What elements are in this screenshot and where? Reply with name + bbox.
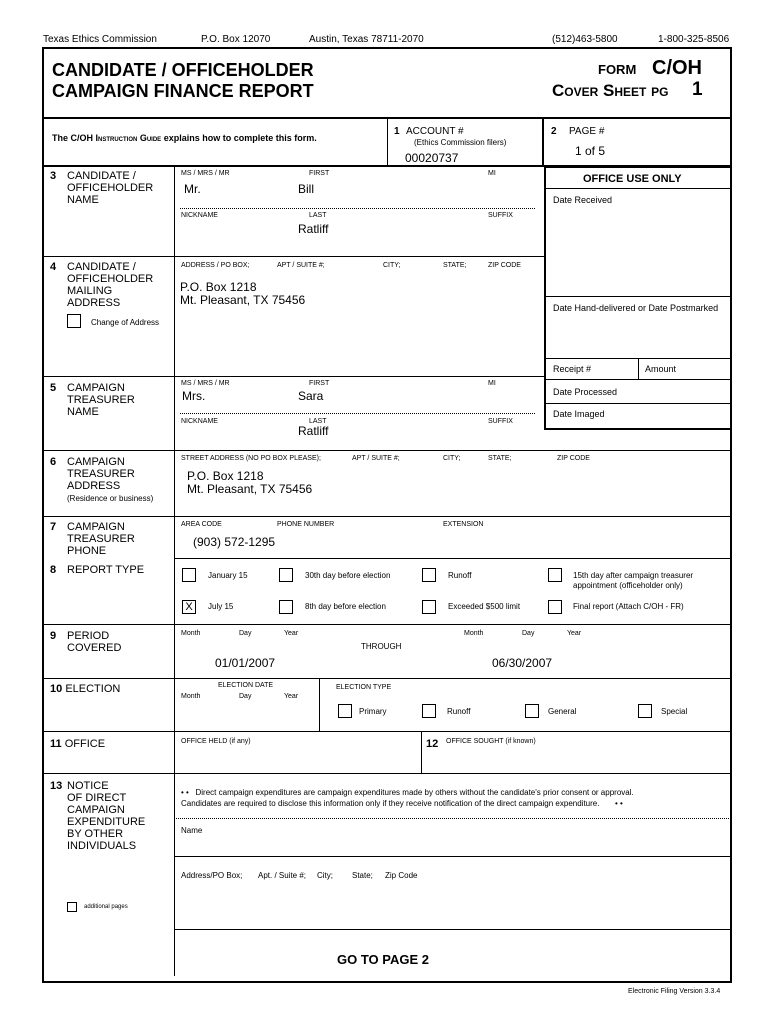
header-city: Austin, Texas 78711-2070 [309, 34, 424, 45]
sec9-from-month-label: Month [181, 630, 201, 637]
sec13-state-label: State; [352, 871, 373, 880]
sec7-label: CAMPAIGN TREASURER PHONE [67, 521, 135, 557]
sec5-nickname-label: NICKNAME [181, 418, 218, 425]
report-type-final-checkbox[interactable] [548, 600, 562, 614]
sec13-num: 13 [50, 780, 63, 792]
sec5-label: CAMPAIGN TREASURER NAME [67, 382, 135, 418]
sec13-notice-line1: • • Direct campaign expenditures are campaign expenditures made by others without the candidate's prior consent or approval. [181, 788, 634, 797]
sec9-through: THROUGH [361, 642, 402, 651]
account-label: ACCOUNT # [406, 126, 464, 137]
date-hand-delivered: Date Hand-delivered or Date Postmarked [553, 303, 719, 313]
sec10-month-label: Month [181, 693, 201, 700]
sec9-to-day-label: Day [522, 630, 535, 637]
period-from-value[interactable]: 01/01/2007 [215, 656, 276, 670]
election-general-checkbox[interactable] [525, 704, 539, 718]
sec10-year-label: Year [284, 693, 299, 700]
sec4-num: 4 [50, 261, 57, 273]
instruction-text: The C/OH Instruction Guide explains how to complete this form. [52, 133, 317, 143]
header-phone: (512)463-5800 [552, 34, 618, 45]
sec6-zip-label: ZIP CODE [557, 455, 590, 462]
sec3-ms-label: MS / MRS / MR [181, 170, 230, 177]
sec13-label: NOTICE OF DIRECT CAMPAIGN EXPENDITURE BY OTHER INDIVIDUALS [67, 780, 146, 852]
sec6-address-line2[interactable]: Mt. Pleasant, TX 75456 [187, 482, 313, 496]
sec5-mi-label: MI [488, 380, 496, 387]
sec3-label: CANDIDATE / OFFICEHOLDER NAME [67, 170, 154, 206]
cover-page-num: 1 [692, 79, 703, 100]
sec7-area-label: AREA CODE [181, 521, 222, 528]
sec4-apt-label: APT / SUITE #; [277, 262, 325, 269]
sec8-num: 8 [50, 564, 57, 576]
amount-label: Amount [645, 364, 677, 374]
election-primary-label: Primary [359, 707, 387, 716]
report-type-runoff-label: Runoff [448, 571, 472, 580]
sec10-label: 10 ELECTION [50, 683, 121, 695]
sec5-num: 5 [50, 382, 57, 394]
sec3-first-value[interactable]: Bill [298, 182, 315, 196]
sec3-first-label: FIRST [309, 170, 330, 177]
report-type-30th-day-label: 30th day before election [305, 571, 391, 580]
report-type-final-label: Final report (Attach C/OH - FR) [573, 602, 684, 611]
sec4-address-line2[interactable]: Mt. Pleasant, TX 75456 [180, 293, 306, 307]
page-label: PAGE # [569, 126, 605, 137]
sec3-nickname-label: NICKNAME [181, 212, 218, 219]
sec6-state-label: STATE; [488, 455, 512, 462]
sec13-addr-label: Address/PO Box; [181, 871, 243, 880]
sec6-num: 6 [50, 456, 57, 468]
sec9-to-month-label: Month [464, 630, 484, 637]
sec7-phone-label: PHONE NUMBER [277, 521, 335, 528]
election-special-checkbox[interactable] [638, 704, 652, 718]
election-runoff-label: Runoff [447, 707, 471, 716]
receipt-label: Receipt # [553, 364, 592, 374]
sec10-date-label: ELECTION DATE [218, 682, 274, 689]
sec13-name-label: Name [181, 826, 203, 835]
sec4-address-line1[interactable]: P.O. Box 1218 [180, 280, 257, 294]
sec9-num: 9 [50, 630, 57, 642]
sec3-title-value[interactable]: Mr. [184, 182, 201, 196]
report-type-january-15-label: January 15 [208, 571, 248, 580]
sec7-ext-label: EXTENSION [443, 521, 484, 528]
sec4-addr-label: ADDRESS / PO BOX; [181, 262, 250, 269]
sec10-type-label: ELECTION TYPE [336, 684, 392, 691]
sec6-apt-label: APT / SUITE #; [352, 455, 400, 462]
date-processed: Date Processed [553, 387, 618, 397]
sec12-num: 12 [426, 738, 439, 750]
form-title-line1: CANDIDATE / OFFICEHOLDER [52, 60, 314, 80]
election-primary-checkbox[interactable] [338, 704, 352, 718]
sec5-first-label: FIRST [309, 380, 330, 387]
form-code: C/OH [652, 57, 702, 79]
sec3-mi-label: MI [488, 170, 496, 177]
sec10-day-label: Day [239, 693, 252, 700]
go-to-page-2: GO TO PAGE 2 [337, 952, 429, 967]
account-num: 1 [394, 126, 400, 137]
report-type-exceeded-checkbox[interactable] [422, 600, 436, 614]
page-num: 2 [551, 126, 557, 137]
header-toll-free: 1-800-325-8506 [658, 34, 730, 45]
report-type-exceeded-label: Exceeded $500 limit [448, 602, 521, 611]
sec13-city-label: City; [317, 871, 333, 880]
sec7-num: 7 [50, 521, 57, 533]
sec13-apt-label: Apt. / Suite #; [258, 871, 307, 880]
sec9-from-year-label: Year [284, 630, 299, 637]
sec4-city-label: CITY; [383, 262, 401, 269]
report-type-8th-day-label: 8th day before election [305, 602, 386, 611]
period-to-value[interactable]: 06/30/2007 [492, 656, 553, 670]
change-of-address-label: Change of Address [91, 318, 160, 327]
report-type-runoff-checkbox[interactable] [422, 568, 436, 582]
sec5-first-value[interactable]: Sara [298, 389, 324, 403]
sec5-last-label: LAST [309, 418, 327, 425]
header-agency: Texas Ethics Commission [43, 34, 157, 45]
report-type-july-15-label: July 15 [208, 602, 234, 611]
report-type-january-15-checkbox[interactable] [182, 568, 196, 582]
sec3-num: 3 [50, 170, 57, 182]
report-type-8th-day-checkbox[interactable] [279, 600, 293, 614]
date-imaged: Date Imaged [553, 409, 605, 419]
sec9-label: PERIOD COVERED [67, 630, 122, 654]
sec6-sub: (Residence or business) [67, 494, 154, 503]
page-value[interactable]: 1 of 5 [575, 144, 606, 158]
sec9-to-year-label: Year [567, 630, 582, 637]
sec5-title-value[interactable]: Mrs. [182, 389, 206, 403]
sec9-from-day-label: Day [239, 630, 252, 637]
sec6-label: CAMPAIGN TREASURER ADDRESS [67, 456, 135, 492]
cover-sheet-label: Cover Sheet pg [552, 81, 669, 100]
change-of-address-checkbox[interactable] [67, 314, 81, 328]
sec4-state-label: STATE; [443, 262, 467, 269]
sec3-last-value[interactable]: Ratliff [298, 222, 329, 236]
sec13-zip-label: Zip Code [385, 871, 418, 880]
sec6-address-line1[interactable]: P.O. Box 1218 [187, 469, 264, 483]
additional-pages-label: additional pages [84, 904, 128, 910]
sec5-suffix-label: SUFFIX [488, 418, 513, 425]
sec3-suffix-label: SUFFIX [488, 212, 513, 219]
office-use-title: OFFICE USE ONLY [583, 173, 682, 185]
header-po-box: P.O. Box 12070 [201, 34, 271, 45]
sec3-last-label: LAST [309, 212, 327, 219]
account-sub: (Ethics Commission filers) [414, 138, 507, 147]
election-general-label: General [548, 707, 577, 716]
sec6-street-label: STREET ADDRESS (NO PO BOX PLEASE); [181, 455, 321, 462]
sec7-phone-value[interactable]: (903) 572-1295 [193, 535, 276, 549]
additional-pages-checkbox[interactable] [67, 902, 77, 912]
report-type-july-15-checkbox[interactable]: X [182, 600, 196, 614]
office-sought-label: OFFICE SOUGHT (if known) [446, 738, 536, 745]
form-title-line2: CAMPAIGN FINANCE REPORT [52, 81, 314, 101]
office-held-label: OFFICE HELD (if any) [181, 738, 251, 745]
sec13-notice-line2: Candidates are required to disclose this information only if they receive notification of the direct campaign expenditure. • • [181, 799, 623, 808]
sec4-zip-label: ZIP CODE [488, 262, 521, 269]
form-label: FORM [598, 62, 637, 77]
report-type-15th-day-label: 15th day after campaign treasurer appointment (officeholder only) [573, 571, 694, 590]
version-label: Electronic Filing Version 3.3.4 [628, 988, 721, 995]
report-type-15th-day-checkbox[interactable] [548, 568, 562, 582]
sec11-label: 11 OFFICE [50, 738, 106, 750]
sec5-last-value[interactable]: Ratliff [298, 424, 329, 438]
election-special-label: Special [661, 707, 688, 716]
election-runoff-checkbox[interactable] [422, 704, 436, 718]
sec5-ms-label: MS / MRS / MR [181, 380, 230, 387]
sec4-label: CANDIDATE / OFFICEHOLDER MAILING ADDRESS [67, 261, 154, 309]
report-type-30th-day-checkbox[interactable] [279, 568, 293, 582]
sec6-city-label: CITY; [443, 455, 461, 462]
account-value[interactable]: 00020737 [405, 151, 459, 165]
sec8-label: REPORT TYPE [67, 564, 145, 576]
date-received: Date Received [553, 195, 613, 205]
